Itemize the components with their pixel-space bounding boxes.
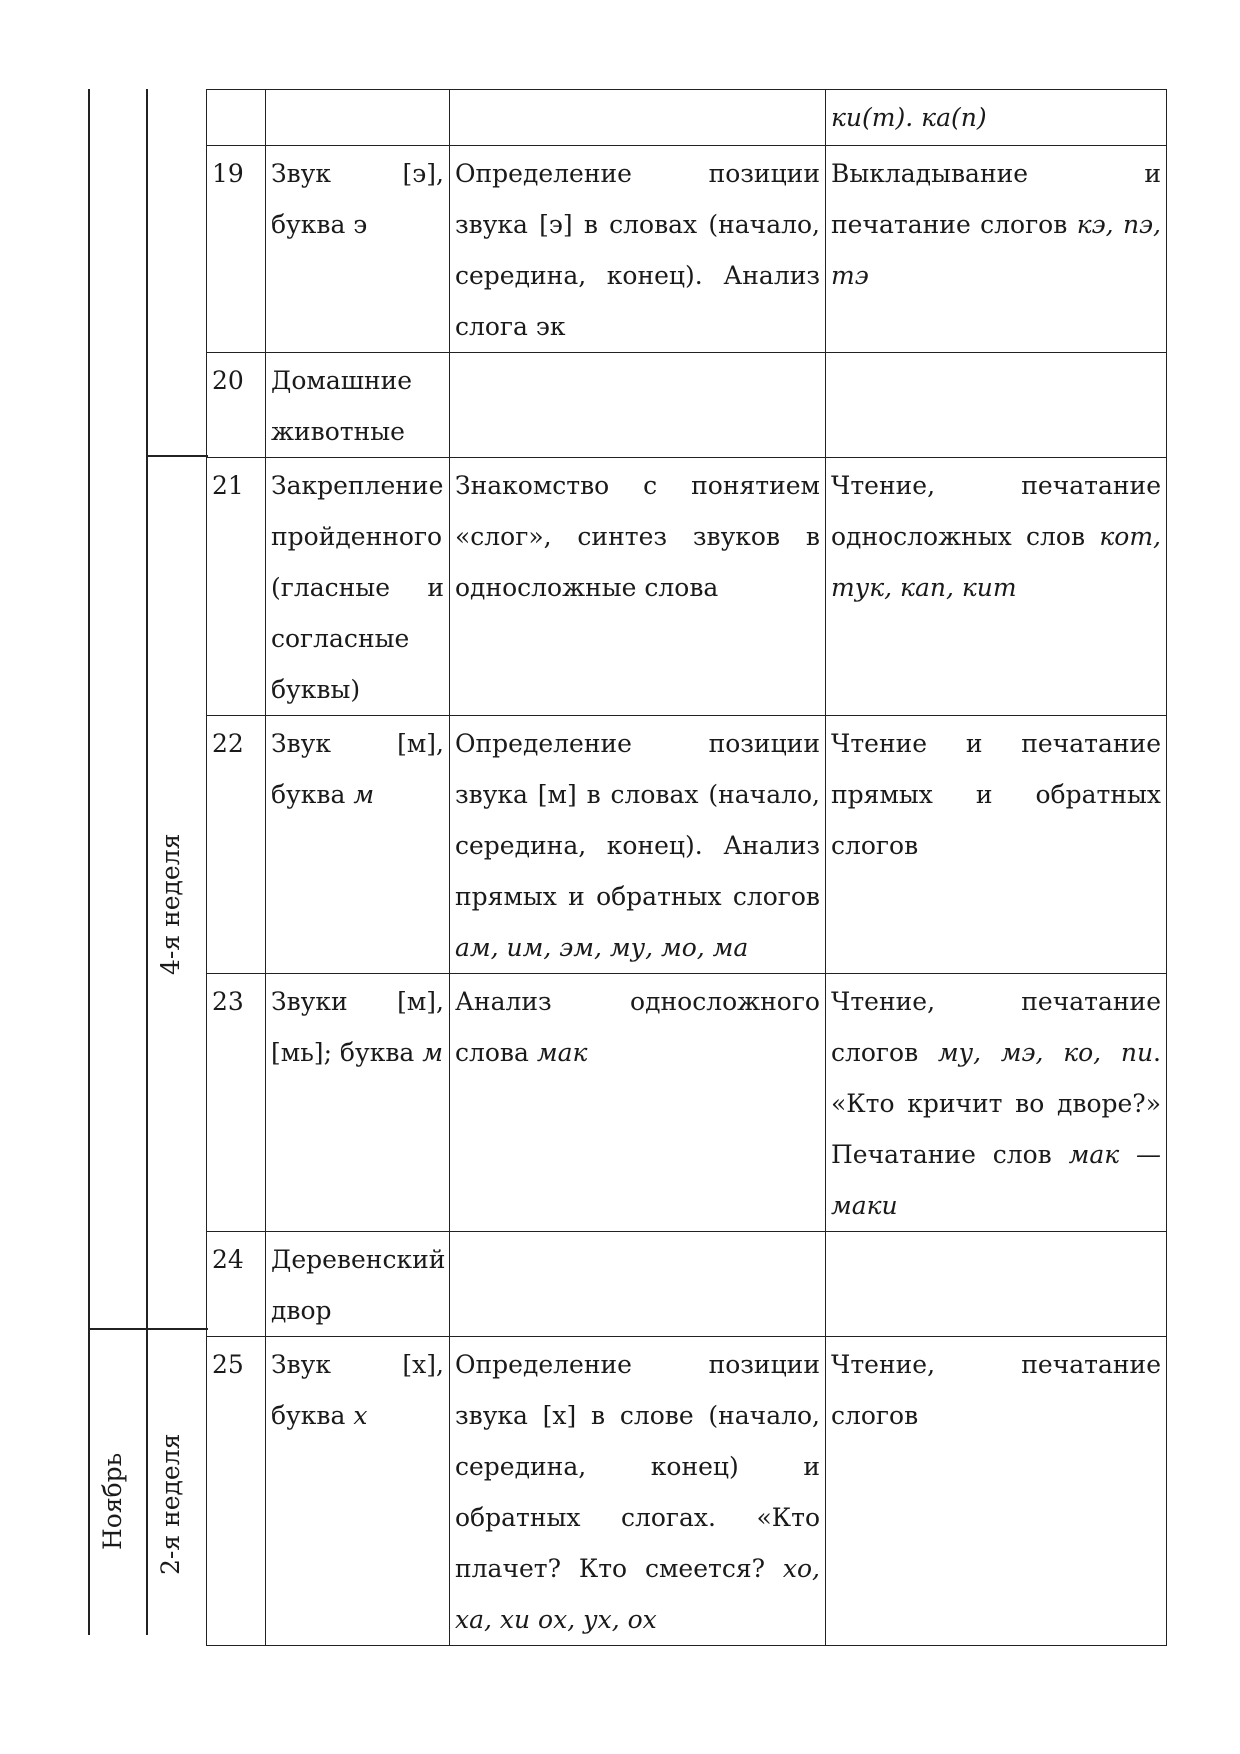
lesson-topic (266, 90, 450, 146)
lesson-number: 21 (207, 458, 266, 716)
lesson-practice (826, 353, 1167, 458)
week-separator (146, 455, 208, 457)
lesson-number: 24 (207, 1232, 266, 1337)
italic-text: му, мэ, ко, пи (937, 1038, 1154, 1067)
text: Домашние животные (271, 366, 413, 446)
italic-text: ки(т). ка(п) (831, 103, 987, 132)
table-row (207, 1232, 1167, 1337)
lesson-number: 22 (207, 716, 266, 974)
lesson-work (450, 353, 826, 458)
lesson-topic (266, 146, 450, 353)
lesson-practice (826, 1232, 1167, 1337)
text: Звук [м], буква (271, 729, 444, 809)
table-row (207, 90, 1167, 146)
lesson-number: 20 (207, 353, 266, 458)
lesson-number (207, 90, 266, 146)
lesson-work (450, 90, 826, 146)
lesson-topic (266, 716, 450, 974)
italic-text: мак — маки (831, 1140, 1161, 1220)
lesson-number: 25 (207, 1337, 266, 1646)
lesson-topic (266, 458, 450, 716)
text: Закрепление пройденного (гласные и согласные буквы) (271, 471, 444, 704)
italic-text: хо, ха, хи ох, ух, ох (455, 1554, 820, 1634)
table-row (207, 353, 1167, 458)
text: Звук [э], буква э (271, 159, 444, 239)
lesson-practice (826, 90, 1167, 146)
lesson-work (450, 974, 826, 1232)
text: Выкладывание и печатание слогов (831, 159, 1161, 239)
lesson-work (450, 458, 826, 716)
lesson-topic (266, 353, 450, 458)
lesson-practice (826, 974, 1167, 1232)
table-row (207, 146, 1167, 353)
italic-text: м (353, 780, 375, 809)
lesson-practice (826, 458, 1167, 716)
lesson-practice (826, 1337, 1167, 1646)
table-row (207, 716, 1167, 974)
text: Знакомство с понятием «слог», синтез звуков в односложные слова (455, 471, 820, 602)
lesson-topic (266, 1337, 450, 1646)
text: Звуки [м], [мь]; буква (271, 987, 444, 1067)
table-row (207, 1337, 1167, 1646)
week-label-4: 4-я неделя (156, 833, 185, 975)
text: . «Кто кричит во дворе?» Печатание слов (831, 1038, 1161, 1169)
italic-text: кэ, пэ, тэ (831, 210, 1161, 290)
text: Определение позиции звука [х] в слове (начало, середина, конец) и обратных слогах. «Кто плачет? Кто смеется? (455, 1350, 820, 1583)
month-label: Ноябрь (98, 1452, 127, 1550)
lesson-number: 23 (207, 974, 266, 1232)
lesson-plan-table (206, 89, 1167, 1646)
month-separator (88, 1328, 208, 1330)
lesson-work (450, 716, 826, 974)
lesson-work (450, 1232, 826, 1337)
text: Чтение, печатание слогов (831, 1350, 1161, 1430)
italic-text: м (422, 1038, 443, 1067)
text: Чтение, печатание слогов (831, 987, 1161, 1067)
italic-text: мак (536, 1038, 588, 1067)
week-label-2: 2-я неделя (156, 1433, 185, 1575)
text: Звук [х], буква (271, 1350, 444, 1430)
lesson-number: 19 (207, 146, 266, 353)
text: Чтение и печатание прямых и обратных слогов (831, 729, 1161, 860)
italic-text: ам, им, эм, му, мо, ма (455, 933, 749, 962)
lesson-topic (266, 974, 450, 1232)
lesson-practice (826, 146, 1167, 353)
text: Определение позиции звука [м] в словах (начало, середина, конец). Анализ прямых и обратных слогов (455, 729, 820, 911)
text: Определение позиции звука [э] в словах (начало, середина, конец). Анализ слога эк (455, 159, 820, 341)
text: Чтение, печатание односложных слов (831, 471, 1161, 551)
lesson-work (450, 1337, 826, 1646)
text: Деревенский двор (271, 1245, 446, 1325)
lesson-work (450, 146, 826, 353)
month-column-left-border (88, 89, 90, 1635)
lesson-practice (826, 716, 1167, 974)
table-row (207, 974, 1167, 1232)
week-column-left-border (146, 89, 148, 1635)
text: Анализ односложного слова (455, 987, 820, 1067)
lesson-topic (266, 1232, 450, 1337)
table-row (207, 458, 1167, 716)
italic-text: х (353, 1401, 368, 1430)
italic-text: кот, тук, кап, кит (831, 522, 1161, 602)
